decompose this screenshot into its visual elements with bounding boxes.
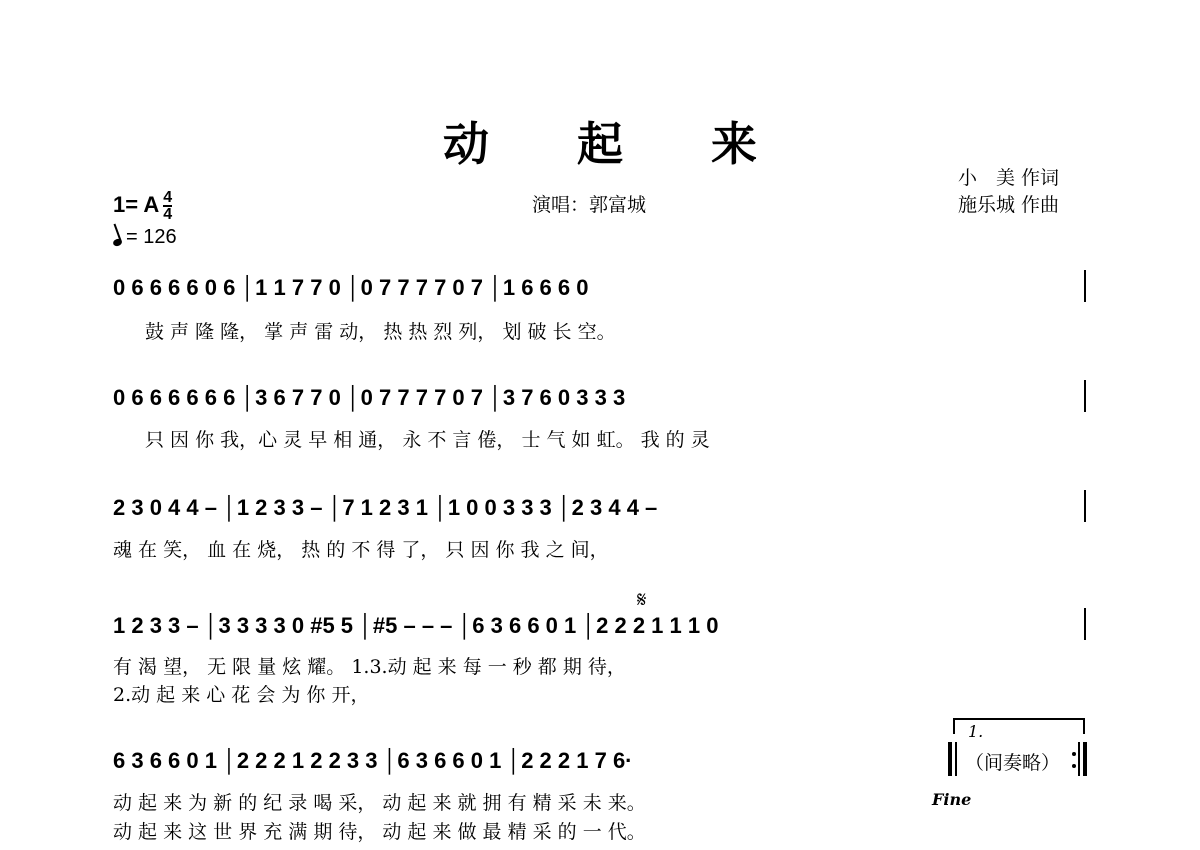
time-top: 4 — [163, 189, 173, 206]
title-char: 来 — [711, 117, 757, 171]
staff-line-1-lyrics: 鼓 声 隆 隆， 掌 声 雷 动， 热 热 烈 列， 划 破 长 空。 — [145, 321, 616, 343]
tempo-marking — [113, 226, 177, 249]
staff-line-4-notes: 1 2 3 3 – │3 3 3 3 0 #5 5 │#5 – – – │6 3 6 6 0 1 │2 2 2 1 1 1 0 — [113, 613, 719, 638]
interlude-note: （间奏略） — [965, 752, 1061, 774]
tempo-value: = 126 — [126, 226, 177, 248]
repeat-end-bar — [1083, 742, 1087, 776]
composer-credit: 施乐城 作曲 — [958, 194, 1060, 216]
bar-line — [1084, 490, 1086, 522]
staff-line-3-lyrics: 魂 在 笑， 血 在 烧， 热 的 不 得 了， 只 因 你 我 之 间， — [113, 539, 609, 561]
repeat-start-bar — [948, 742, 952, 776]
volta-label: 1. — [968, 722, 984, 741]
staff-line-5-lyrics: 动 起 来 为 新 的 纪 录 喝 采， 动 起 来 就 拥 有 精 采 未 来。 — [113, 792, 646, 814]
staff-line-1-notes: 0 6 6 6 6 0 6 │1 1 7 7 0 │0 7 7 7 7 0 7 │1 6 6 6 0 — [113, 275, 589, 300]
staff-line-5-lyrics-verse2: 动 起 来 这 世 界 充 满 期 待， 动 起 来 做 最 精 采 的 一 代。 — [113, 821, 646, 843]
title-char: 起 — [577, 117, 623, 171]
bar-line — [1084, 608, 1086, 640]
staff-line-3-notes: 2 3 0 4 4 – │1 2 3 3 – │7 1 2 3 1 │1 0 0 3 3 3 │2 3 4 4 – — [113, 495, 658, 520]
bar-line — [1084, 270, 1086, 302]
lyricist-credit: 小 美 作词 — [958, 167, 1060, 189]
fine-marking: Fine — [932, 790, 972, 809]
key-label: 1= A — [113, 191, 160, 217]
bar-line — [1084, 380, 1086, 412]
key-signature — [113, 190, 172, 222]
staff-line-4-lyrics: 有 渴 望， 无 限 量 炫 耀。 1.3.动 起 来 每 一 秒 都 期 待， — [113, 656, 626, 678]
staff-line-5-notes: 6 3 6 6 0 1 │2 2 2 1 2 2 3 3 │6 3 6 6 0 1 │2 2 2 1 7 6· — [113, 748, 633, 773]
singer-credit: 演唱：郭富城 — [532, 194, 647, 216]
time-signature — [163, 190, 172, 222]
quarter-note-icon — [112, 238, 123, 248]
staff-line-4-lyrics-verse2: 2.动 起 来 心 花 会 为 你 开， — [113, 684, 370, 706]
repeat-start-thin-bar — [955, 742, 957, 776]
repeat-dot — [1072, 764, 1076, 768]
segno-icon: 𝄋 — [637, 588, 647, 613]
title-char: 动 — [443, 117, 489, 171]
staff-line-2-lyrics: 只 因 你 我，心 灵 早 相 通， 永 不 言 倦， 士 气 如 虹。 我 的 灵 — [145, 429, 710, 451]
repeat-dot — [1072, 752, 1076, 756]
time-bottom: 4 — [163, 206, 173, 223]
staff-line-2-notes: 0 6 6 6 6 6 6 │3 6 7 7 0 │0 7 7 7 7 0 7 │3 7 6 0 3 3 3 — [113, 385, 626, 410]
repeat-end-thin-bar — [1078, 742, 1080, 776]
